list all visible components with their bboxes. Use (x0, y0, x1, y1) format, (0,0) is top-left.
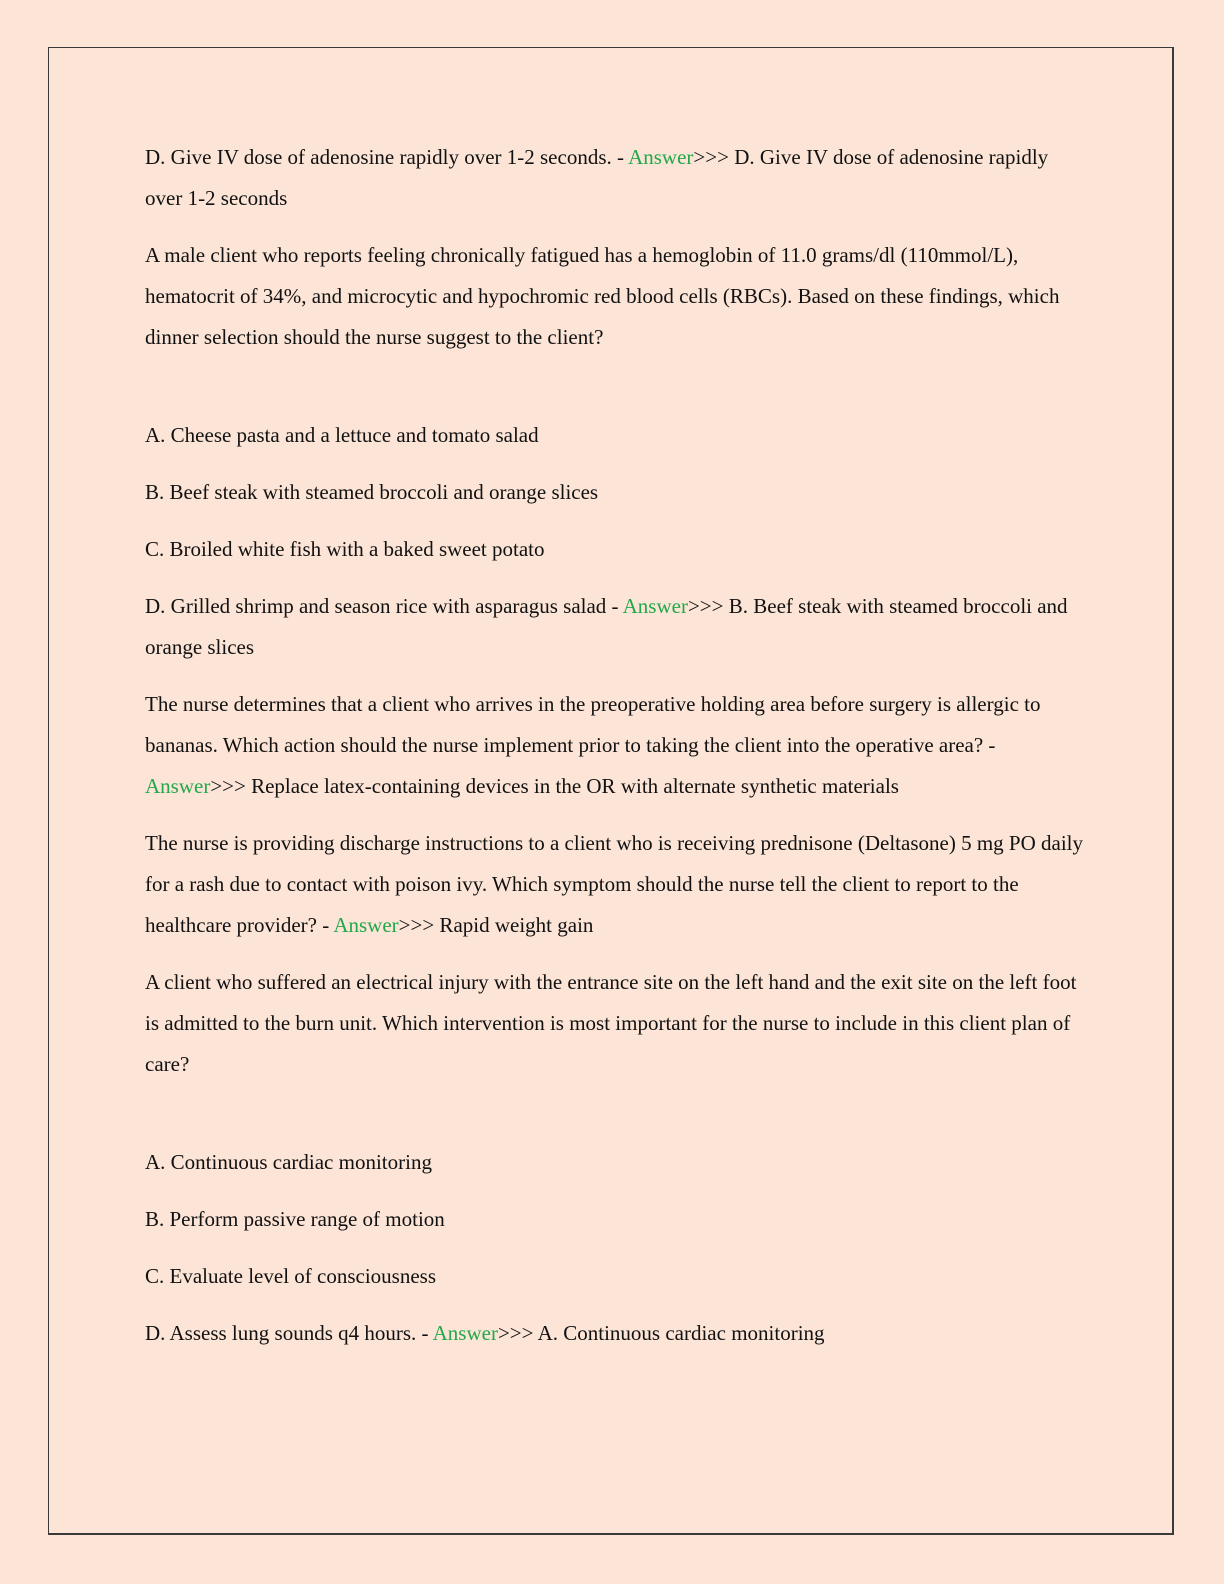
question-text-paragraph (145, 962, 1090, 1085)
answer-text: >>> Replace latex-containing devices in the OR with alternate synthetic materials (210, 774, 899, 798)
question-text-paragraph (145, 1199, 1090, 1240)
paragraph-text: A client who suffered an electrical injury with the entrance site on the left hand and the exit site on the left foot is admitted to the burn unit. Which intervention is most important for the nurse to include in this client plan of care? (145, 970, 1077, 1076)
answer-text: >>> D. Give IV dose of adenosine rapidly over 1-2 seconds (145, 145, 1049, 210)
answer-text: >>> Rapid weight gain (398, 913, 594, 937)
paragraph-text: B. Perform passive range of motion (145, 1207, 445, 1231)
question-text-paragraph (145, 1256, 1090, 1297)
question-answer-paragraph (145, 1313, 1090, 1354)
question-answer-paragraph (145, 684, 1090, 807)
answer-label: Answer (145, 774, 211, 798)
answer-label: Answer (432, 1321, 498, 1345)
paragraph-text: D. Grilled shrimp and season rice with asparagus salad - (145, 594, 623, 618)
paragraph-text: C. Evaluate level of consciousness (145, 1264, 437, 1288)
question-text-paragraph (145, 1142, 1090, 1183)
question-answer-paragraph (145, 586, 1090, 668)
blank-line (145, 1101, 1090, 1142)
paragraph-text: A male client who reports feeling chronically fatigued has a hemoglobin of 11.0 grams/dl (110mmol/L), hematocrit of 34%, and microcytic and hypochromic red blood cells (RBCs). Based on these findings, which dinner selection should the nurse suggest to the client? (145, 243, 1060, 349)
paragraph-text: C. Broiled white fish with a baked sweet potato (145, 537, 545, 561)
answer-label: Answer (333, 913, 399, 937)
paragraph-text: A. Continuous cardiac monitoring (145, 1150, 432, 1174)
question-answer-paragraph (145, 823, 1090, 946)
paragraph-text: B. Beef steak with steamed broccoli and orange slices (145, 480, 599, 504)
paragraph-text: The nurse is providing discharge instructions to a client who is receiving prednisone (Deltasone) 5 mg PO daily for a rash due to contact with poison ivy. Which symptom should the nurse tell the client to report to the healthcare provider? - (145, 831, 1083, 937)
question-text-paragraph (145, 415, 1090, 456)
question-text-paragraph (145, 472, 1090, 513)
answer-label: Answer (622, 594, 688, 618)
paragraph-text: The nurse determines that a client who arrives in the preoperative holding area before surgery is allergic to bananas. Which action should the nurse implement prior to taking the client into the operative area? - (145, 692, 1041, 757)
answer-text: >>> B. Beef steak with steamed broccoli and orange slices (145, 594, 1068, 659)
question-text-paragraph (145, 529, 1090, 570)
question-answer-paragraph (145, 137, 1090, 219)
document-body (145, 137, 1090, 1370)
answer-label: Answer (628, 145, 694, 169)
paragraph-text: A. Cheese pasta and a lettuce and tomato salad (145, 423, 539, 447)
paragraph-text: D. Assess lung sounds q4 hours. - (145, 1321, 433, 1345)
question-text-paragraph (145, 235, 1090, 358)
answer-text: >>> A. Continuous cardiac monitoring (497, 1321, 825, 1345)
blank-line (145, 374, 1090, 415)
paragraph-text: D. Give IV dose of adenosine rapidly over 1-2 seconds. - (145, 145, 629, 169)
